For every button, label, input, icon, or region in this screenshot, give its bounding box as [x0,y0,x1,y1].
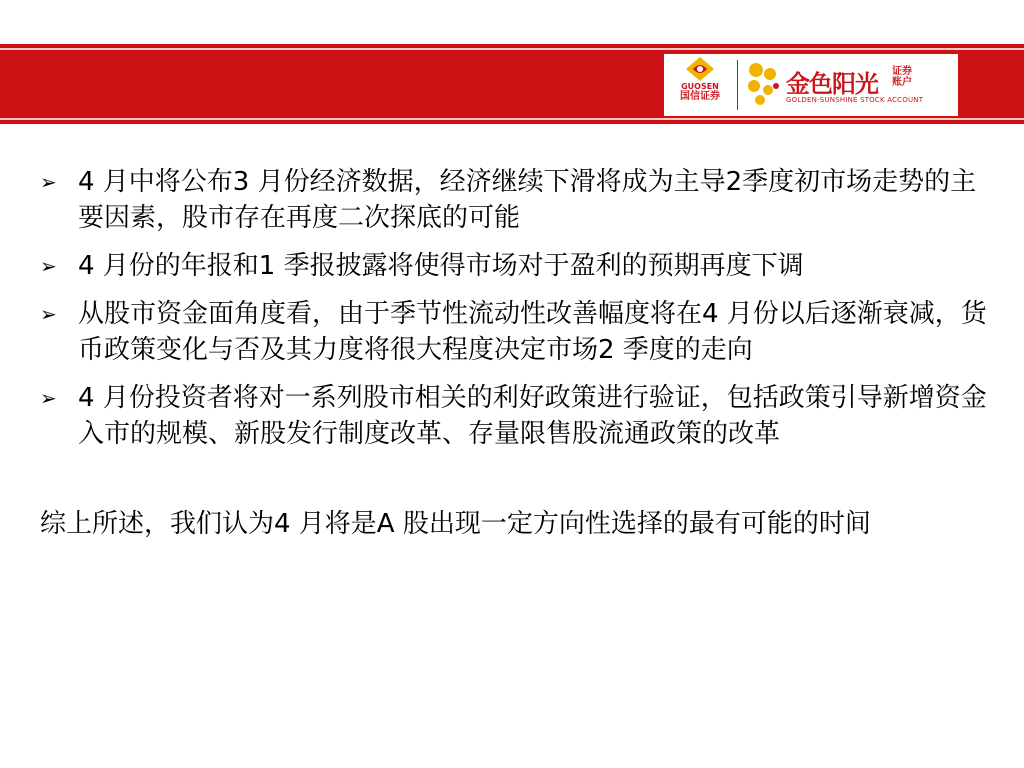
summary-text: 综上所述，我们认为4 月将是A 股出现一定方向性选择的最有可能的时间 [40,509,871,539]
golden-sunshine-small: 证券账户 [892,66,912,88]
guosen-logo [670,56,730,114]
logo-panel [664,54,958,116]
guosen-logo-cn: 国信证券 [680,91,720,102]
bullet-arrow-icon: ➢ [40,386,57,410]
guosen-emblem-icon [685,56,715,82]
bullet-text: 4 月中将公布3 月份经济数据，经济继续下滑将成为主导2季度初市场走势的主要因素，股市存在再度二次探底的可能 [78,167,977,233]
bullet-item [40,380,1000,452]
golden-sunshine-en: GOLDEN-SUNSHINE STOCK ACCOUNT [786,96,924,104]
slide-body [40,164,1000,542]
bullet-arrow-icon: ➢ [40,170,57,194]
golden-sunshine-logo [744,58,954,114]
header-stripe-top [0,48,1024,50]
logo-divider [737,60,738,110]
bullet-text: 从股市资金面角度看，由于季节性流动性改善幅度将在4 月份以后逐渐衰减，货币政策变化与否及其力度将很大程度决定市场2 季度的走向 [78,299,987,365]
bullet-text: 4 月份的年报和1 季报披露将使得市场对于盈利的预期再度下调 [78,251,804,281]
bullet-text: 4 月份投资者将对一系列股市相关的利好政策进行验证，包括政策引导新增资金入市的规模、新股发行制度改革、存量限售股流通政策的改革 [78,383,987,449]
sunflower-icon [744,60,784,108]
header-band [0,44,1024,124]
header-stripe-bottom [0,118,1024,120]
bullet-arrow-icon: ➢ [40,302,57,326]
bullet-item [40,164,1000,236]
golden-sunshine-cn: 金色阳光 [786,70,878,98]
guosen-logo-en: GUOSEN [681,82,719,91]
bullet-arrow-icon: ➢ [40,254,57,278]
bullet-item [40,296,1000,368]
bullet-item [40,248,1000,284]
